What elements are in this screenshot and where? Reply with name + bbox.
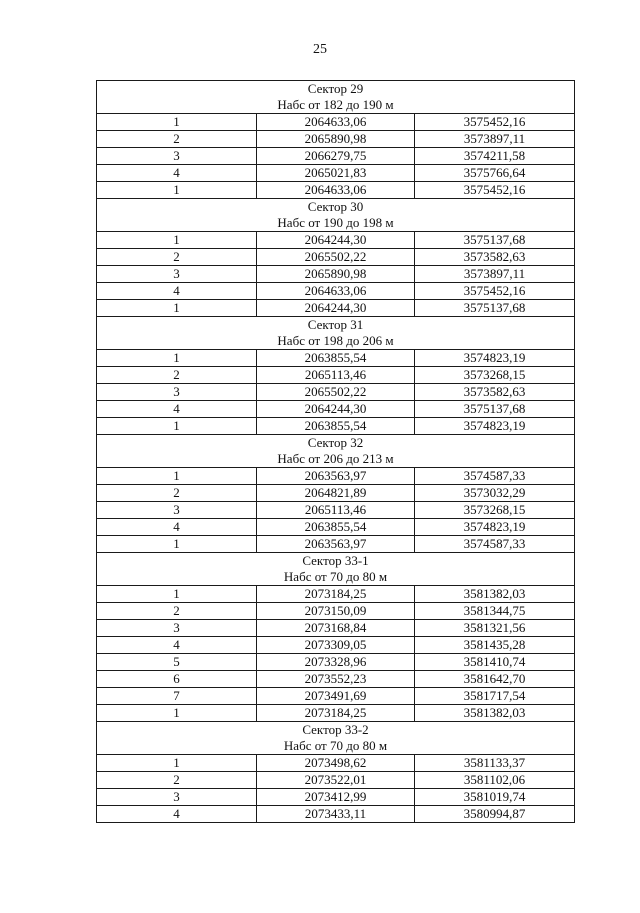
x-coordinate: 2065502,22 [257,249,415,266]
sector-title: Сектор 30 [307,199,364,214]
table-row [97,283,575,300]
x-coordinate: 2065502,22 [257,384,415,401]
x-coordinate: 2063855,54 [257,350,415,367]
table-row [97,165,575,182]
sector-header [97,722,575,755]
table-row [97,114,575,131]
x-coordinate: 2063563,97 [257,468,415,485]
point-number: 6 [97,671,257,688]
sector-height-range: Набс от 190 до 198 м [277,215,394,230]
point-number: 1 [97,300,257,317]
point-number: 2 [97,249,257,266]
sector-header-row [97,317,575,350]
y-coordinate: 3573582,63 [415,384,575,401]
table-row [97,148,575,165]
x-coordinate: 2073184,25 [257,586,415,603]
y-coordinate: 3581435,28 [415,637,575,654]
sector-header-row [97,553,575,586]
x-coordinate: 2073491,69 [257,688,415,705]
y-coordinate: 3574823,19 [415,519,575,536]
point-number: 3 [97,620,257,637]
table-row [97,671,575,688]
sector-title: Сектор 33-1 [302,553,369,568]
y-coordinate: 3574823,19 [415,418,575,435]
x-coordinate: 2073309,05 [257,637,415,654]
point-number: 2 [97,131,257,148]
point-number: 4 [97,165,257,182]
table-row [97,384,575,401]
y-coordinate: 3575452,16 [415,182,575,199]
table-row [97,300,575,317]
sector-header [97,81,575,114]
sector-header-row [97,435,575,468]
sector-header-row [97,199,575,232]
point-number: 1 [97,586,257,603]
table-row [97,418,575,435]
point-number: 2 [97,485,257,502]
page-number: 25 [313,42,327,57]
table-row [97,586,575,603]
x-coordinate: 2073150,09 [257,603,415,620]
coordinates-table-body [97,81,575,823]
y-coordinate: 3573897,11 [415,266,575,283]
x-coordinate: 2073328,96 [257,654,415,671]
point-number: 2 [97,367,257,384]
table-row [97,637,575,654]
y-coordinate: 3581410,74 [415,654,575,671]
sector-height-range: Набс от 70 до 80 м [283,569,388,584]
y-coordinate: 3573897,11 [415,131,575,148]
y-coordinate: 3574823,19 [415,350,575,367]
sector-header [97,317,575,350]
point-number: 4 [97,637,257,654]
sector-header-row [97,81,575,114]
point-number: 3 [97,384,257,401]
table-row [97,502,575,519]
table-row [97,806,575,823]
point-number: 4 [97,519,257,536]
point-number: 4 [97,401,257,418]
point-number: 3 [97,789,257,806]
y-coordinate: 3575452,16 [415,114,575,131]
table-row [97,772,575,789]
table-row [97,705,575,722]
x-coordinate: 2064633,06 [257,283,415,300]
x-coordinate: 2063855,54 [257,519,415,536]
point-number: 4 [97,283,257,300]
x-coordinate: 2073412,99 [257,789,415,806]
y-coordinate: 3573268,15 [415,502,575,519]
y-coordinate: 3575452,16 [415,283,575,300]
sector-height-range: Набс от 206 до 213 м [277,451,394,466]
x-coordinate: 2065113,46 [257,502,415,519]
y-coordinate: 3574587,33 [415,468,575,485]
point-number: 1 [97,755,257,772]
y-coordinate: 3581102,06 [415,772,575,789]
y-coordinate: 3581344,75 [415,603,575,620]
sector-height-range: Набс от 198 до 206 м [277,333,394,348]
table-row [97,789,575,806]
x-coordinate: 2073552,23 [257,671,415,688]
table-row [97,603,575,620]
point-number: 1 [97,705,257,722]
point-number: 4 [97,806,257,823]
point-number: 3 [97,266,257,283]
y-coordinate: 3581019,74 [415,789,575,806]
x-coordinate: 2064244,30 [257,232,415,249]
x-coordinate: 2064244,30 [257,300,415,317]
y-coordinate: 3573268,15 [415,367,575,384]
x-coordinate: 2065890,98 [257,131,415,148]
table-row [97,536,575,553]
x-coordinate: 2065113,46 [257,367,415,384]
y-coordinate: 3575137,68 [415,300,575,317]
table-row [97,249,575,266]
point-number: 5 [97,654,257,671]
y-coordinate: 3581382,03 [415,705,575,722]
x-coordinate: 2063563,97 [257,536,415,553]
y-coordinate: 3581642,70 [415,671,575,688]
point-number: 2 [97,772,257,789]
y-coordinate: 3574211,58 [415,148,575,165]
table-row [97,232,575,249]
table-row [97,654,575,671]
sector-title: Сектор 33-2 [302,722,369,737]
table-row [97,688,575,705]
x-coordinate: 2073522,01 [257,772,415,789]
sector-height-range: Набс от 70 до 80 м [283,738,388,753]
x-coordinate: 2073184,25 [257,705,415,722]
table-row [97,182,575,199]
y-coordinate: 3575766,64 [415,165,575,182]
y-coordinate: 3575137,68 [415,401,575,418]
point-number: 2 [97,603,257,620]
x-coordinate: 2066279,75 [257,148,415,165]
y-coordinate: 3573582,63 [415,249,575,266]
x-coordinate: 2064821,89 [257,485,415,502]
x-coordinate: 2065021,83 [257,165,415,182]
table-row [97,266,575,283]
table-row [97,620,575,637]
y-coordinate: 3575137,68 [415,232,575,249]
sector-title: Сектор 32 [307,435,364,450]
x-coordinate: 2073498,62 [257,755,415,772]
x-coordinate: 2063855,54 [257,418,415,435]
sector-title: Сектор 29 [307,81,364,96]
point-number: 1 [97,536,257,553]
point-number: 3 [97,502,257,519]
point-number: 1 [97,350,257,367]
table-row [97,131,575,148]
point-number: 3 [97,148,257,165]
y-coordinate: 3581133,37 [415,755,575,772]
y-coordinate: 3581717,54 [415,688,575,705]
point-number: 1 [97,468,257,485]
sector-height-range: Набс от 182 до 190 м [277,97,394,112]
y-coordinate: 3581321,56 [415,620,575,637]
x-coordinate: 2073168,84 [257,620,415,637]
table-row [97,401,575,418]
coordinates-table [96,80,575,823]
sector-title: Сектор 31 [307,317,364,332]
table-row [97,367,575,384]
table-row [97,468,575,485]
sector-header-row [97,722,575,755]
table-row [97,755,575,772]
x-coordinate: 2064244,30 [257,401,415,418]
table-row [97,485,575,502]
point-number: 1 [97,418,257,435]
sector-header [97,435,575,468]
point-number: 1 [97,182,257,199]
x-coordinate: 2064633,06 [257,114,415,131]
table-row [97,350,575,367]
sector-header [97,553,575,586]
y-coordinate: 3573032,29 [415,485,575,502]
sector-header [97,199,575,232]
y-coordinate: 3580994,87 [415,806,575,823]
point-number: 1 [97,114,257,131]
x-coordinate: 2073433,11 [257,806,415,823]
table-row [97,519,575,536]
y-coordinate: 3581382,03 [415,586,575,603]
point-number: 7 [97,688,257,705]
x-coordinate: 2065890,98 [257,266,415,283]
point-number: 1 [97,232,257,249]
y-coordinate: 3574587,33 [415,536,575,553]
x-coordinate: 2064633,06 [257,182,415,199]
